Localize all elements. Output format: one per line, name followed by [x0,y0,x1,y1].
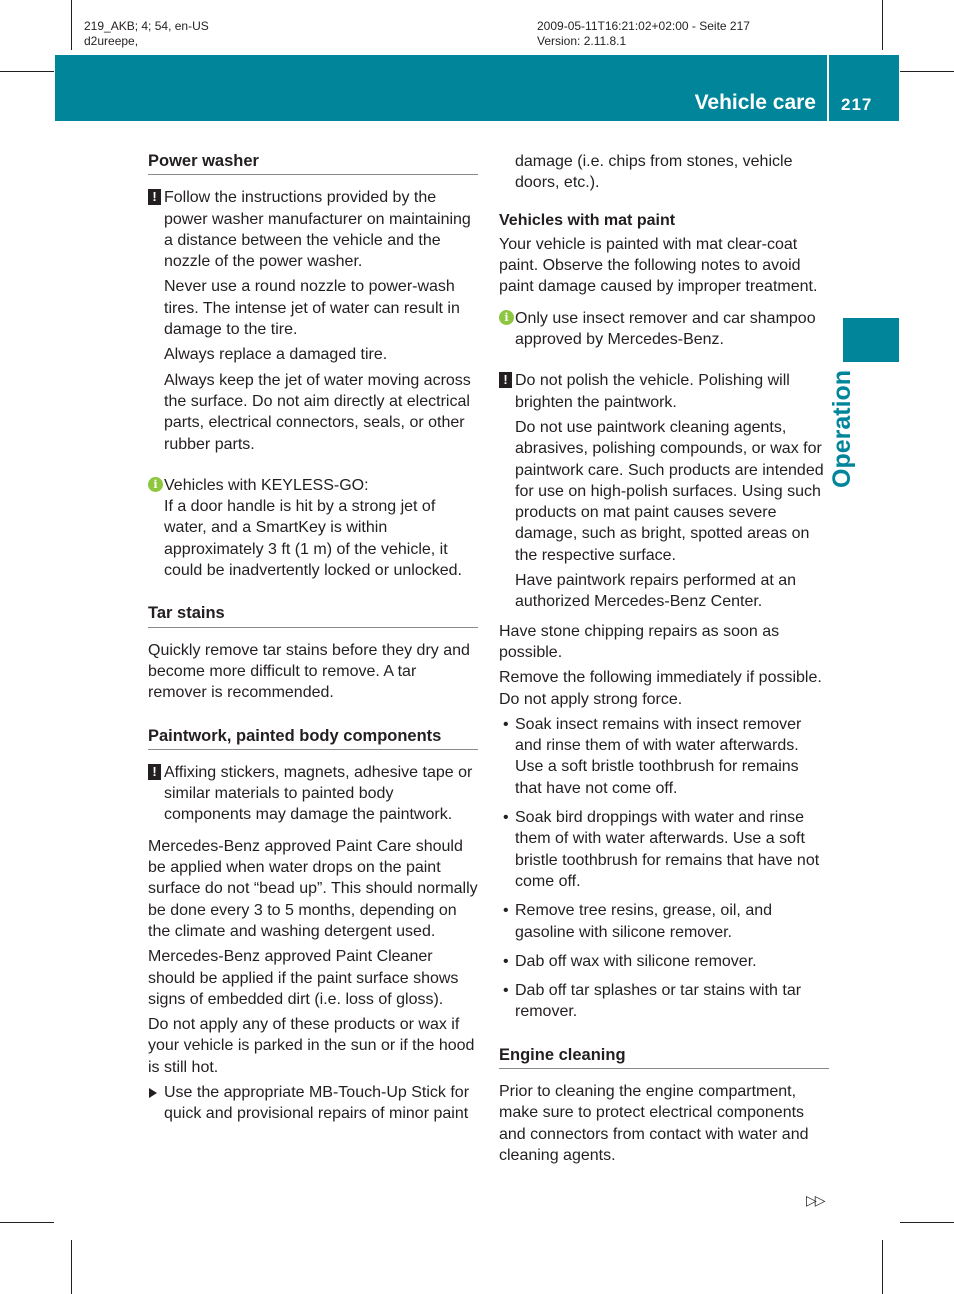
meta-line: d2ureepe, [84,34,139,48]
warning-icon: ! [148,189,161,205]
section-heading: Engine cleaning [499,1045,829,1069]
right-column [499,151,829,1170]
list-item-text: Soak insect remains with insect remover and rinse them of with water afterwards. Use a soft bristle toothbrush for remains that have not come off. [515,715,802,797]
subheading: Vehicles with mat paint [499,211,676,229]
instruction-step [148,1082,478,1125]
list-item-text: Dab off tar splashes or tar stains with tar remover. [515,982,802,1021]
bullet-icon: • [503,952,509,970]
body-text: Do not apply any of these products or wax if your vehicle is parked in the sun or if the hood is still hot. [148,1016,475,1076]
list-item-text: Dab off wax with silicone remover. [515,952,757,970]
crop-mark [0,1222,54,1223]
list-item [499,807,829,892]
warning-icon: ! [148,764,161,780]
body-text: Quickly remove tar stains before they dry and become more difficult to remove. A tar remover is recommended. [148,641,470,702]
header-banner [55,55,899,121]
header-divider [827,55,829,121]
body-text: Mercedes-Benz approved Paint Care should be applied when water drops on the paint surface do not “bead up”. This should normally be done every 3 to 5 months, depending on the climate and washing detergent used. [148,837,478,940]
body-text: Prior to cleaning the engine compartment, make sure to protect electrical components and connectors from contact with water and cleaning agents. [499,1082,809,1164]
continue-arrows-icon: ▷▷ [806,1192,824,1208]
info-icon: i [148,477,163,492]
warning-text: Never use a round nozzle to power-wash tires. The intense jet of water can result in damage to the tire. [164,278,460,339]
info-note [499,308,829,351]
print-meta-right [537,19,750,49]
bullet-icon: • [503,902,509,920]
body-text: Have stone chipping repairs as soon as possible. [499,622,780,661]
continued-text: damage (i.e. chips from stones, vehicle doors, etc.). [515,153,793,192]
step-arrow-icon [149,1088,157,1098]
warning-text: Do not use paintwork cleaning agents, abrasives, polishing compounds, or wax for paintwork care. Such products are intended for use on high-polish surfaces. Using such products on mat paint causes severe damage, such as bright, spotted areas on the respective surface. [515,418,824,564]
info-text: Only use insect remover and car shampoo approved by Mercedes-Benz. [515,309,816,349]
warning-text: Do not polish the vehicle. Polishing will brighten the paintwork. [515,372,790,411]
section-heading: Power washer [148,151,478,175]
body-text: Your vehicle is painted with mat clear-coat paint. Observe the following notes to avoid paint damage caused by improper treatment. [499,235,818,296]
warning-icon: ! [499,372,512,388]
warning-text: Follow the instructions provided by the power washer manufacturer on maintaining a distance between the vehicle and the nozzle of the power washer. [164,189,471,271]
body-text: Mercedes-Benz approved Paint Cleaner should be applied if the paint surface shows signs of embedded dirt (i.e. loss of gloss). [148,948,459,1008]
info-note [148,475,478,581]
chapter-label: Operation [828,369,856,488]
section-heading: Tar stains [148,603,478,627]
crop-mark [882,0,883,50]
list-item-text: Soak bird droppings with water and rinse them of with water afterwards. Use a soft bristle toothbrush for remains that have not come off. [515,809,820,890]
meta-line: Version: 2.11.8.1 [537,34,627,48]
warning-note [148,762,478,826]
warning-note [499,370,829,612]
section-title: Vehicle care [694,91,816,114]
list-item [499,980,829,1023]
warning-text: Have paintwork repairs performed at an authorized Mercedes-Benz Center. [515,572,797,611]
info-text: If a door handle is hit by a strong jet of water, and a SmartKey is within approximately 3 ft (1 m) of the vehicle, it could be inadvertently locked or unlocked. [164,498,462,580]
crop-mark [0,71,54,72]
warning-text: Always replace a damaged tire. [164,346,388,364]
crop-mark [71,0,72,50]
list-item [499,714,829,799]
info-text: Vehicles with KEYLESS-GO: [164,476,369,494]
meta-line: 219_AKB; 4; 54, en-US [84,19,209,33]
bullet-icon: • [503,809,509,827]
list-item-text: Remove tree resins, grease, oil, and gasoline with silicone remover. [515,902,773,941]
list-item [499,900,829,943]
crop-mark [882,1240,883,1294]
crop-mark [900,1222,954,1223]
section-heading: Paintwork, painted body components [148,726,478,750]
crop-mark [900,71,954,72]
meta-line: 2009-05-11T16:21:02+02:00 - Seite 217 [537,19,750,33]
warning-text: Affixing stickers, magnets, adhesive tape or similar materials to painted body components may damage the paintwork. [164,763,473,824]
print-meta-left [84,19,209,49]
bullet-icon: • [503,715,509,733]
body-text: Remove the following immediately if possible. Do not apply strong force. [499,669,822,708]
crop-mark [71,1240,72,1294]
info-icon: i [499,310,514,325]
warning-text: Always keep the jet of water moving across the surface. Do not aim directly at electrical parts, electrical connectors, seals, or other rubber parts. [164,371,471,453]
chapter-tab [843,318,899,362]
warning-note [148,187,478,455]
bullet-icon: • [503,982,509,1000]
list-item [499,951,829,972]
step-text: Use the appropriate MB-Touch-Up Stick for quick and provisional repairs of minor paint [164,1083,470,1123]
page-number: 217 [841,95,873,114]
left-column [148,151,478,1125]
